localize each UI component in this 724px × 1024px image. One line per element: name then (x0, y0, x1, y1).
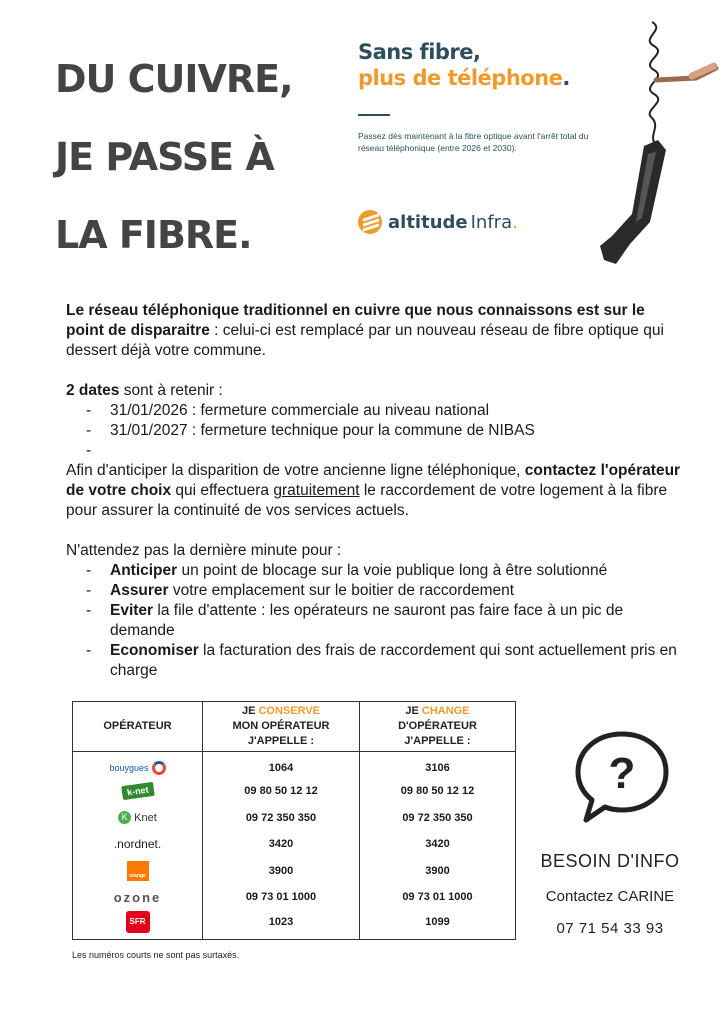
knet-logo: K Knet (118, 811, 157, 824)
logo-word-altitude: altitude (388, 211, 468, 233)
table-row: .nordnet. 3420 3420 (73, 831, 516, 858)
question-mark: ? (608, 749, 636, 798)
promo-title-line-1: Sans fibre, (358, 40, 481, 64)
table-row: orange 3900 3900 (73, 858, 516, 885)
promo-divider (358, 114, 390, 116)
header-keep: JE CONSERVE MON OPÉRATEUR J'APPELLE : (203, 702, 360, 752)
table-note: Les numéros courts ne sont pas surtaxés. (72, 950, 240, 960)
nordnet-logo: .nordnet. (113, 837, 162, 852)
table-row: SFR 1023 1099 (73, 911, 516, 940)
k-net-logo: k-net (121, 782, 154, 800)
info-contact: Contactez CARINE (545, 888, 675, 905)
headline-line-1: DU CUIVRE, (55, 57, 293, 101)
operators-table (72, 701, 516, 940)
list-item: - 31/01/2026 : fermeture commerciale au niveau national (86, 402, 490, 419)
telephone-handset-icon (596, 18, 720, 274)
header-change: JE CHANGE D'OPÉRATEUR J'APPELLE : (360, 702, 516, 752)
list-item: - (86, 442, 92, 459)
promo-block (358, 40, 608, 234)
intro-paragraph: Le réseau téléphonique traditionnel en cuivre que nous connaissons est sur le point de disparaitre : celui-ci est remplacé par un nouveau réseau de fibre optique qui dessert déjà votre commune. (66, 302, 664, 359)
promo-title-line-2: plus de téléphone. (358, 66, 570, 90)
question-bubble-icon (572, 728, 672, 824)
knet-leaf-icon: K (118, 811, 131, 824)
headline-line-2: JE PASSE À (55, 135, 274, 179)
bouygues-logo: bouygues (109, 761, 165, 775)
sfr-logo: SFR (126, 911, 150, 933)
altitude-logo-icon (358, 210, 382, 234)
main-text (66, 301, 686, 681)
header-operator: OPÉRATEUR (73, 702, 203, 752)
logo-word-infra: Infra (470, 211, 513, 233)
list-item: - Eviter la file d'attente : les opérateurs ne sauront pas faire face à un pic de demande (86, 602, 624, 639)
list-item: - 31/01/2027 : fermeture technique pour la commune de NIBAS (86, 422, 535, 439)
reasons-list (86, 561, 686, 681)
list-item: - Assurer votre emplacement sur le boitier de raccordement (86, 582, 515, 599)
list-item: - Economiser la facturation des frais de raccordement qui sont actuellement pris en charge (86, 642, 677, 679)
anticipate-paragraph: Afin d'anticiper la disparition de votre ancienne ligne téléphonique, contactez l'opérateur de votre choix qui effectuera gratuitement le raccordement de votre logement à la fibre pour assurer la continuité de vos services actuels. (66, 462, 681, 519)
table-row: ozone 09 73 01 1000 09 73 01 1000 (73, 884, 516, 911)
orange-logo: orange (127, 861, 149, 881)
info-phone: 07 71 54 33 93 (556, 920, 664, 937)
headline (55, 40, 355, 274)
bouygues-circle-icon (152, 761, 166, 775)
dates-list (86, 401, 686, 461)
table-row: k-net 09 80 50 12 12 09 80 50 12 12 (73, 778, 516, 805)
dates-intro: 2 dates sont à retenir : (66, 382, 223, 399)
table-row: K Knet 09 72 350 350 09 72 350 350 (73, 805, 516, 832)
table-row: bouygues 1064 3106 (73, 752, 516, 779)
reasons-intro: N'attendez pas la dernière minute pour : (66, 542, 342, 559)
promo-text: Passez dès maintenant à la fibre optique avant l'arrêt total du réseau téléphonique (entre 2026 et 2030). (358, 131, 589, 153)
list-item: - Anticiper un point de blocage sur la voie publique long à être solutionné (86, 562, 608, 579)
headline-line-3: LA FIBRE. (55, 213, 252, 257)
info-title: BESOIN D'INFO (540, 851, 680, 871)
ozone-logo: ozone (113, 889, 162, 905)
altitude-infra-logo: altitude Infra . (358, 210, 608, 234)
